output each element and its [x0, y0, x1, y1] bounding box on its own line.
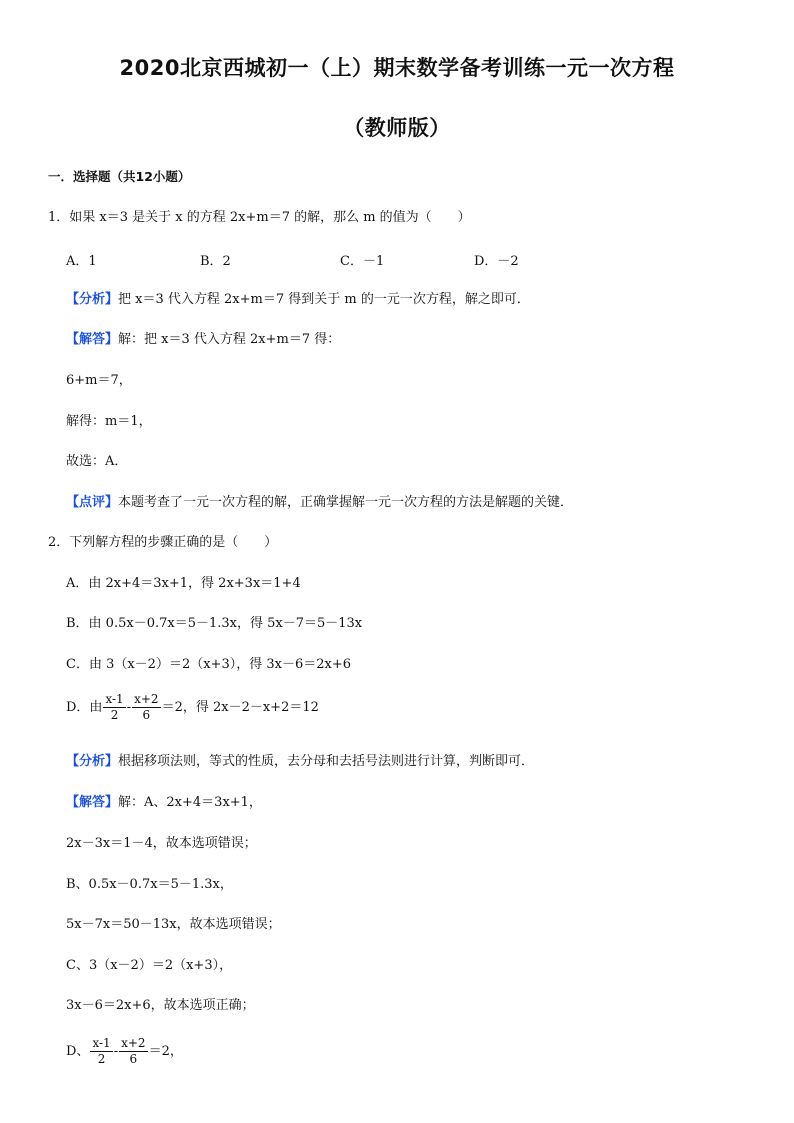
doc-subtitle: （教师版） [343, 116, 451, 140]
q1-option-c: C．－1 [340, 254, 385, 269]
q2-step-d [66, 1036, 183, 1067]
fraction [119, 1036, 147, 1067]
q2-step-1: 2x－3x＝1－4，故本选项错误； [66, 836, 257, 851]
q1-option-b: B．2 [200, 254, 231, 269]
fraction [103, 692, 125, 723]
q2-option-b: B．由 0.5x－0.7x＝5－1.3x，得 5x－7＝5－13x [66, 616, 363, 631]
q2-step-2: B、0.5x－0.7x＝5－1.3x， [66, 877, 233, 892]
minus-sign: - [113, 1044, 119, 1059]
fraction-numerator: x+2 [121, 1036, 146, 1050]
fraction-numerator: x-1 [92, 1036, 111, 1050]
fraction [90, 1036, 112, 1067]
q1-comment [66, 494, 573, 512]
answer-tag: 【解答】 [66, 795, 119, 810]
analysis-tag: 【分析】 [66, 292, 119, 307]
q2-analysis-text: 根据移项法则，等式的性质，去分母和去括号法则进行计算，判断即可． [118, 754, 535, 769]
fraction-numerator: x+2 [134, 692, 159, 706]
q1-stem: 1．如果 x＝3 是关于 x 的方程 2x+m＝7 的解，那么 m 的值为（ ） [48, 210, 471, 225]
q1-option-a: A．1 [66, 254, 97, 269]
q2-step-5: 3x－6＝2x+6，故本选项正确； [66, 998, 255, 1013]
answer-tag: 【解答】 [66, 332, 119, 347]
fraction [132, 692, 160, 723]
q2-step-d-prefix: D、 [66, 1044, 90, 1059]
q1-answer [66, 331, 340, 349]
q2-analysis [66, 753, 534, 771]
q1-analysis [66, 291, 530, 309]
fraction-numerator: x-1 [105, 692, 124, 706]
section-heading: 一．选择题（共12小题） [48, 169, 191, 184]
q1-step-1: 6+m＝7， [66, 373, 132, 388]
q2-answer-text: 解：A、2x+4＝3x+1， [118, 795, 262, 810]
q1-comment-text: 本题考查了一元一次方程的解，正确掌握解一元一次方程的方法是解题的关键． [118, 495, 574, 510]
comment-tag: 【点评】 [66, 495, 119, 510]
q2-option-c: C．由 3（x－2）＝2（x+3），得 3x－6＝2x+6 [66, 657, 351, 672]
fraction-denominator: 6 [129, 1052, 138, 1066]
q2-answer [66, 794, 262, 812]
fraction-denominator: 2 [97, 1052, 106, 1066]
fraction-denominator: 6 [142, 708, 151, 722]
q2-stem: 2．下列解方程的步骤正确的是（ ） [48, 535, 278, 550]
q2-option-d-suffix: ＝2，得 2x－2－x+2＝12 [161, 700, 319, 715]
q2-step-d-suffix: ＝2， [148, 1044, 183, 1059]
q1-step-3: 故选：A． [66, 454, 128, 469]
q1-option-d: D．－2 [474, 254, 519, 269]
q2-step-3: 5x－7x＝50－13x，故本选项错误； [66, 917, 281, 932]
q1-step-2: 解得：m＝1， [66, 414, 152, 429]
doc-title: 2020北京西城初一（上）期末数学备考训练一元一次方程 [119, 56, 675, 80]
q2-option-d-prefix: D．由 [66, 700, 103, 715]
q2-step-4: C、3（x－2）＝2（x+3）， [66, 958, 233, 973]
minus-sign: - [126, 700, 132, 715]
q2-option-d [66, 692, 319, 723]
analysis-tag: 【分析】 [66, 754, 119, 769]
q1-answer-text: 解：把 x＝3 代入方程 2x+m＝7 得： [118, 332, 341, 347]
fraction-denominator: 2 [110, 708, 119, 722]
q1-analysis-text: 把 x＝3 代入方程 2x+m＝7 得到关于 m 的一元一次方程，解之即可． [118, 292, 530, 307]
q2-option-a: A．由 2x+4＝3x+1，得 2x+3x＝1+4 [66, 576, 301, 591]
